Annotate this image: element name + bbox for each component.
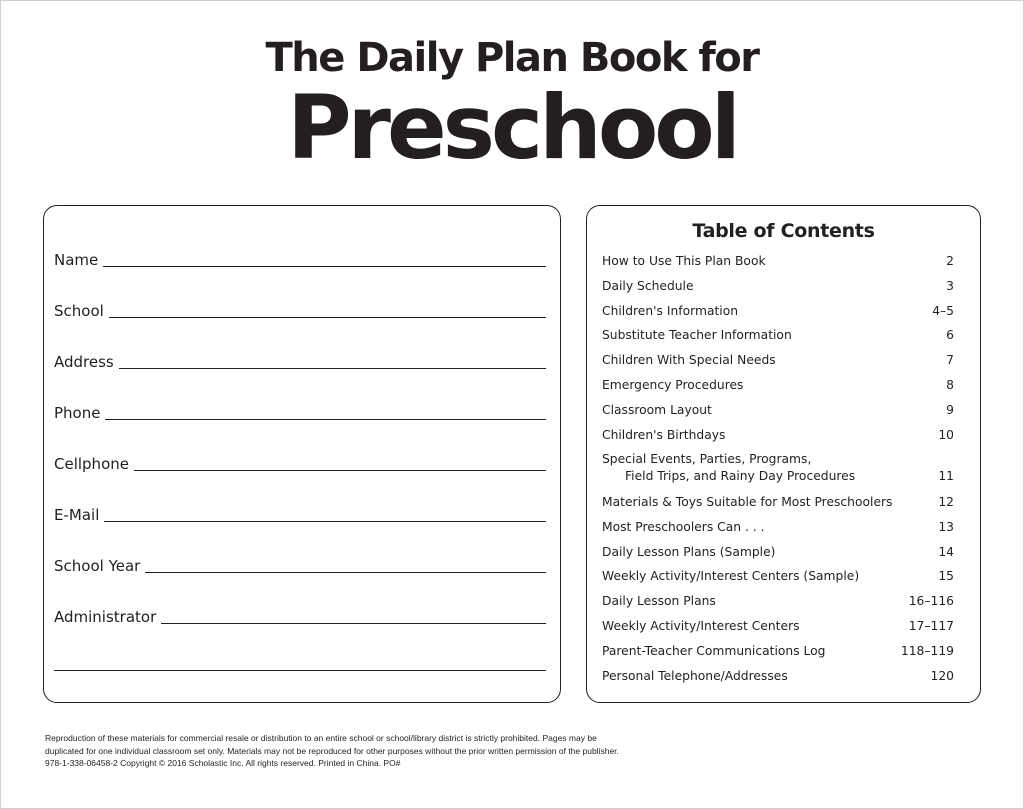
write-line[interactable]: [104, 521, 546, 522]
toc-entry-page: 7: [946, 353, 954, 368]
write-line[interactable]: [161, 623, 546, 624]
footer-line: 978-1-338-06458-2 Copyright © 2016 Scholastic Inc. All rights reserved. Printed in China. PO#: [45, 758, 401, 768]
footer-line: Reproduction of these materials for commercial resale or distribution to an entire school or school/library district is strictly prohibited. Pages may be: [45, 733, 597, 743]
field-label: Phone: [54, 404, 101, 422]
address-field[interactable]: [54, 348, 546, 372]
toc-entry: [602, 427, 954, 444]
toc-entry: [602, 618, 954, 635]
toc-entry-page: 2: [946, 254, 954, 268]
field-label: E-Mail: [54, 506, 100, 524]
toc-entry: [602, 327, 954, 344]
toc-entry: [602, 377, 954, 394]
toc-entry: [602, 568, 954, 585]
toc-entry: [602, 352, 954, 369]
toc-entry: [602, 303, 954, 320]
toc-entry-page: 118–119: [900, 643, 954, 658]
toc-entry-label: [602, 451, 855, 485]
toc-entry-label: Children's Information: [602, 303, 739, 318]
phone-field[interactable]: [54, 399, 546, 423]
toc-entry-page: 10: [938, 427, 954, 442]
page-title-line2: Preschool: [287, 76, 737, 179]
toc-entry: [602, 668, 954, 685]
toc-entry-page: 12: [938, 495, 954, 509]
toc-entry: [602, 402, 954, 419]
toc-entry-label-line2: Field Trips, and Rainy Day Procedures: [625, 469, 856, 484]
toc-entry-page: 9: [946, 402, 954, 417]
toc-entry-label: Children's Birthdays: [602, 427, 726, 442]
toc-entry-label: Children With Special Needs: [602, 353, 776, 368]
email-field[interactable]: [54, 501, 546, 525]
toc-entry-label: Personal Telephone/Addresses: [602, 668, 788, 683]
toc-entry-page: 13: [938, 519, 954, 534]
field-label: School: [54, 302, 104, 320]
toc-entry: [602, 494, 954, 511]
extra-write-line[interactable]: [54, 670, 546, 671]
write-line[interactable]: [145, 572, 546, 573]
toc-entry: [602, 519, 954, 536]
field-label: Name: [54, 251, 99, 269]
toc-entry-label: Daily Schedule: [602, 278, 694, 293]
toc-entry: [602, 643, 954, 660]
toc-entry-page: 120: [930, 668, 954, 683]
page-title-line1: The Daily Plan Book for: [265, 35, 759, 81]
toc-entry: [602, 278, 954, 295]
administrator-field[interactable]: [54, 603, 546, 627]
toc-entry-label: How to Use This Plan Book: [602, 254, 766, 268]
write-line[interactable]: [105, 419, 546, 420]
teacher-info-panel: [43, 205, 561, 703]
toc-entry-label: Parent-Teacher Communications Log: [602, 643, 826, 658]
toc-title: Table of Contents: [692, 220, 875, 242]
field-label: Address: [54, 353, 114, 371]
school-year-field[interactable]: [54, 552, 546, 576]
write-line[interactable]: [134, 470, 546, 471]
toc-entry-label: Classroom Layout: [602, 402, 712, 417]
toc-entry-page: 8: [946, 378, 954, 392]
toc-entry-label: Substitute Teacher Information: [602, 328, 792, 343]
write-line[interactable]: [103, 266, 546, 267]
toc-entry-page: 14: [938, 544, 954, 559]
school-field[interactable]: [54, 297, 546, 321]
table-of-contents-panel: [586, 205, 981, 703]
toc-entry-label: Most Preschoolers Can . . .: [602, 519, 765, 534]
toc-entry-page: 11: [938, 469, 954, 484]
field-label: School Year: [54, 557, 141, 575]
toc-entry-label: Emergency Procedures: [602, 378, 744, 392]
write-line[interactable]: [119, 368, 546, 369]
field-label: Cellphone: [54, 455, 129, 473]
toc-entry-page: 4–5: [932, 303, 954, 318]
toc-entry-label: Weekly Activity/Interest Centers (Sample): [602, 569, 860, 584]
toc-entry-label: Daily Lesson Plans: [602, 594, 716, 609]
toc-entry: [602, 593, 954, 610]
toc-entry-label: Weekly Activity/Interest Centers: [602, 619, 800, 633]
toc-entry-page: 3: [946, 278, 954, 293]
write-line[interactable]: [109, 317, 546, 318]
toc-entry-label: Materials & Toys Suitable for Most Preschoolers: [602, 495, 893, 509]
toc-entry-page: 17–117: [908, 619, 954, 633]
toc-entry-page: 16–116: [908, 594, 954, 609]
toc-entry-label-line1: Special Events, Parties, Programs,: [602, 452, 812, 467]
field-label: Administrator: [54, 608, 157, 626]
toc-entry-page: 15: [938, 569, 954, 584]
name-field[interactable]: [54, 246, 546, 270]
toc-entry: [602, 544, 954, 561]
footer-line: duplicated for one individual classroom set only. Materials may not be reproduced for other purposes without the prior written permission of the publisher.: [45, 745, 619, 756]
toc-entry-page: 6: [946, 328, 954, 343]
copyright-footer: [45, 732, 619, 770]
cellphone-field[interactable]: [54, 450, 546, 474]
toc-entry-label: Daily Lesson Plans (Sample): [602, 544, 776, 559]
toc-entry: [602, 451, 954, 485]
toc-entry: [602, 253, 954, 270]
